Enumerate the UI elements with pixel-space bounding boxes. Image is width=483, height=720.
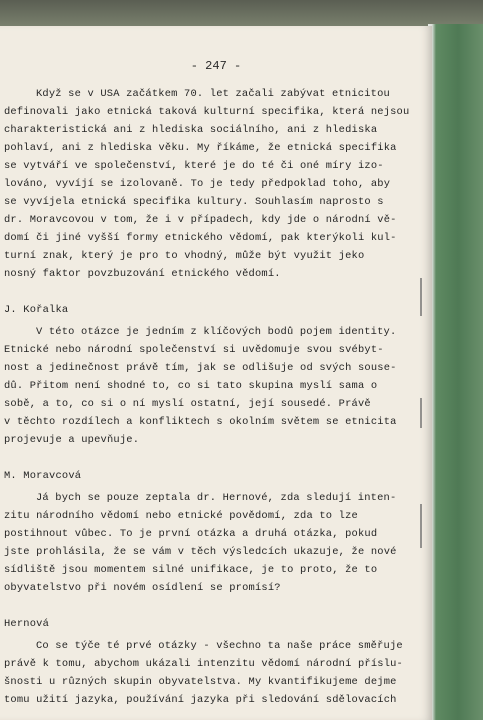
text-line: charakteristická ani z hlediska sociálního, ani z hlediska [4, 124, 378, 136]
text-line: nosný faktor povzbuzování etnického vědomí. [4, 268, 281, 280]
text-line: sobě, a to, co si o ní myslí ostatní, její sousedé. Právě [4, 398, 371, 410]
text-line: Když se v USA začátkem 70. let začali zabývat etnicitou [36, 88, 390, 100]
text-line: postihnout vůbec. To je první otázka a druhá otázka, pokud [4, 528, 378, 540]
text-line: pohlaví, ani z hlediska věku. My říkáme, že etnická specifika [4, 142, 397, 154]
text-line: domí či jiné vyšší formy etnického vědomí, pak kterýkoli kul- [4, 232, 397, 244]
text-line: sídliště jsou momentem silné unifikace, je to proto, že to [4, 564, 378, 576]
text-line: dů. Přitom není shodné to, co si tato skupina myslí sama o [4, 380, 378, 392]
text-line: obyvatelstvo při novém osídlení se promísí? [4, 582, 281, 594]
background-top [0, 0, 483, 28]
text-line: nost a jedinečnost právě tím, jak se odlišuje od svých souse- [4, 362, 397, 374]
text-line: se vyvíjela etnická specifika kultury. Souhlasím naprosto s [4, 196, 384, 208]
text-line: zitu národního vědomí nebo etnické povědomí, zda to lze [4, 510, 358, 522]
text-line: lováno, vyvíjí se izolovaně. To je tedy předpoklad toho, aby [4, 178, 391, 190]
page-number: - 247 - [190, 59, 242, 73]
text-line: se vytváří ve společenství, které je do té či oné míry izo- [4, 160, 384, 172]
book-page [0, 26, 432, 720]
text-line: tomu užití jazyka, používání jazyka při sledování sdělovacích [4, 694, 397, 706]
book-cover-edge [428, 24, 483, 720]
text-line: jste prohlásila, že se vám v těch výsledcích ukazuje, že nové [4, 546, 397, 558]
text-line: šnosti u různých skupin obyvatelstva. My kvantifikujeme dejme [4, 676, 397, 688]
text-line: turní znak, který je pro to vhodný, může být využit jeko [4, 250, 365, 262]
speaker-name: J. Kořalka [4, 304, 69, 316]
text-line: V této otázce je jedním z klíčových bodů pojem identity. [36, 326, 397, 338]
text-line: Já bych se pouze zeptala dr. Hernové, zda sledují inten- [36, 492, 397, 504]
text-line: dr. Moravcovou v tom, že i v případech, kdy jde o národní vě- [4, 214, 397, 226]
text-line: právě k tomu, abychom ukázali intenzitu vědomí národní příslu- [4, 658, 403, 670]
text-line: Etnické nebo národní společenství si uvědomuje svou svébyt- [4, 344, 384, 356]
pencil-margin-mark [420, 278, 422, 316]
speaker-name: M. Moravcová [4, 470, 82, 482]
text-line: definovali jako etnická taková kulturní specifika, která nejsou [4, 106, 410, 118]
speaker-name: Hernová [4, 618, 50, 630]
text-line: v těchto rozdílech a konfliktech s okolním světem se etnicita [4, 416, 397, 428]
text-line: projevuje a upevňuje. [4, 434, 140, 446]
pencil-margin-mark [420, 398, 422, 428]
pencil-margin-mark [420, 504, 422, 548]
text-line: Co se týče té prvé otázky - všechno ta naše práce směřuje [36, 640, 403, 652]
